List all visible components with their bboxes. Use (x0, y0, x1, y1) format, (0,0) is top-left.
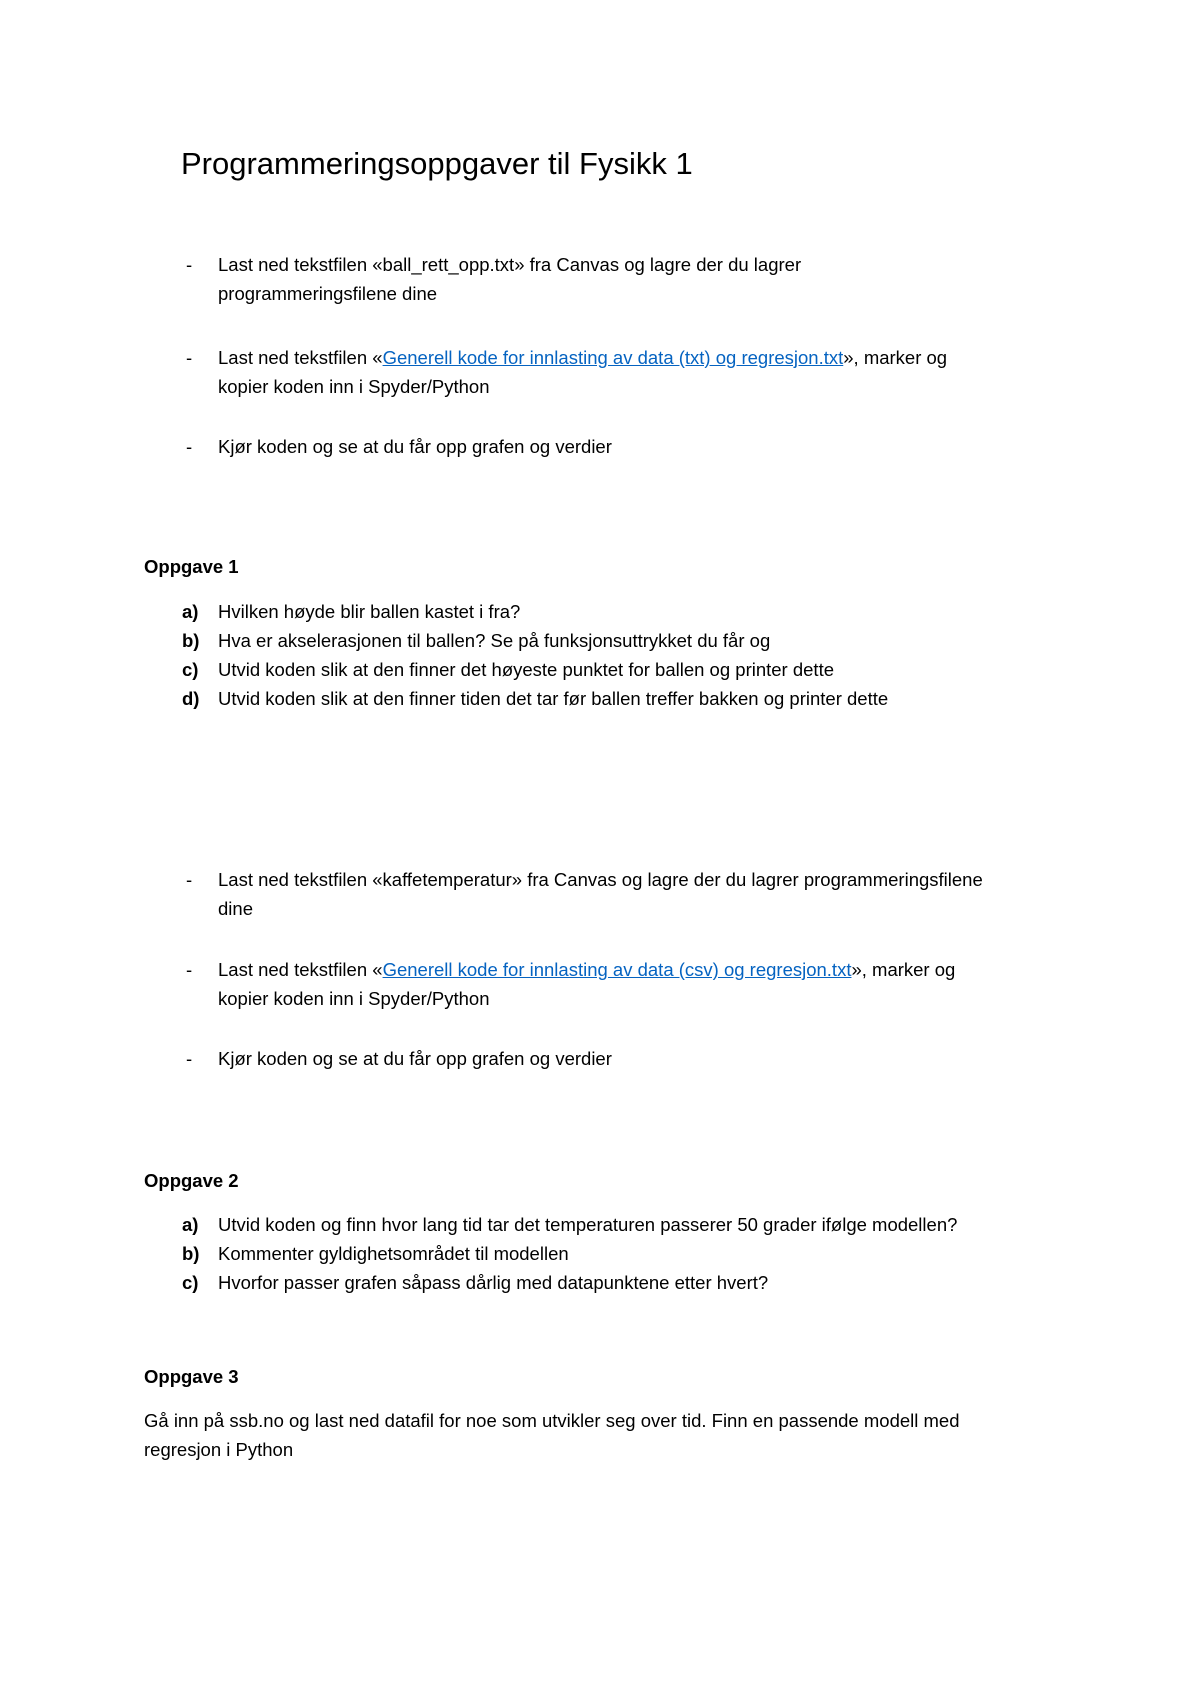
list-marker: c) (182, 659, 199, 680)
list-item-text: Kjør koden og se at du får opp grafen og verdier (218, 1048, 612, 1069)
bullet-dash: - (186, 1048, 193, 1069)
list-item (182, 1268, 769, 1297)
list-marker: d) (182, 688, 200, 709)
list-item-text: Last ned tekstfilen «kaffetemperatur» fra Canvas og lagre der du lagrer programmeringsfilene (218, 869, 983, 890)
list-item (182, 684, 889, 713)
list-item-text: programmeringsfilene dine (218, 283, 438, 304)
list-item-text: Hvilken høyde blir ballen kastet i fra? (218, 601, 521, 622)
page-title: Programmeringsoppgaver til Fysikk 1 (181, 146, 693, 181)
list-item-text: Hvorfor passer grafen såpass dårlig med datapunktene etter hvert? (218, 1272, 769, 1293)
bullet-dash: - (186, 869, 193, 890)
list-item (182, 597, 521, 626)
section-heading: Oppgave 1 (144, 556, 239, 577)
list-item-text: Utvid koden og finn hvor lang tid tar det temperaturen passerer 50 grader ifølge modellen? (218, 1214, 958, 1235)
section-heading: Oppgave 2 (144, 1170, 239, 1191)
list-item-text: dine (218, 898, 253, 919)
list-item-text: Hva er akselerasjonen til ballen? Se på funksjonsuttrykket du får og (218, 630, 771, 651)
list-marker: a) (182, 1214, 199, 1235)
bullet-dash: - (186, 254, 193, 275)
list-item (186, 955, 956, 1013)
bullet-dash: - (186, 959, 193, 980)
list-item (182, 1210, 958, 1239)
list-item (186, 432, 612, 461)
list-marker: a) (182, 601, 199, 622)
list-marker: b) (182, 1243, 200, 1264)
section-heading: Oppgave 3 (144, 1366, 239, 1387)
paragraph-line: regresjon i Python (144, 1439, 294, 1460)
list-item (182, 1239, 569, 1268)
list-marker: c) (182, 1272, 199, 1293)
list-item (182, 655, 835, 684)
download-code-link[interactable]: Generell kode for innlasting av data (csv) og regresjon.txt (382, 959, 852, 980)
list-item (186, 343, 948, 401)
list-item-text (218, 955, 955, 984)
list-item-text: kopier koden inn i Spyder/Python (218, 988, 490, 1009)
text-prefix: Last ned tekstfilen « (218, 347, 383, 368)
list-item (186, 250, 802, 308)
list-item-text: Kjør koden og se at du får opp grafen og verdier (218, 436, 612, 457)
list-marker: b) (182, 630, 200, 651)
bullet-dash: - (186, 347, 193, 368)
list-item-text: kopier koden inn i Spyder/Python (218, 376, 490, 397)
paragraph-line: Gå inn på ssb.no og last ned datafil for noe som utvikler seg over tid. Finn en passende modell med (144, 1410, 960, 1431)
download-code-link[interactable]: Generell kode for innlasting av data (txt) og regresjon.txt (382, 347, 844, 368)
list-item-text: Utvid koden slik at den finner tiden det tar før ballen treffer bakken og printer dette (218, 688, 889, 709)
paragraph (144, 1406, 960, 1464)
text-suffix: », marker og (851, 959, 956, 980)
list-item (186, 1044, 612, 1073)
list-item-text: Utvid koden slik at den finner det høyeste punktet for ballen og printer dette (218, 659, 835, 680)
bullet-dash: - (186, 436, 193, 457)
text-suffix: », marker og (843, 347, 948, 368)
text-prefix: Last ned tekstfilen « (218, 959, 383, 980)
list-item (182, 626, 771, 655)
list-item (186, 865, 983, 923)
list-item-text (218, 343, 947, 372)
list-item-text: Kommenter gyldighetsområdet til modellen (218, 1243, 569, 1264)
list-item-text: Last ned tekstfilen «ball_rett_opp.txt» fra Canvas og lagre der du lagrer (218, 254, 802, 275)
